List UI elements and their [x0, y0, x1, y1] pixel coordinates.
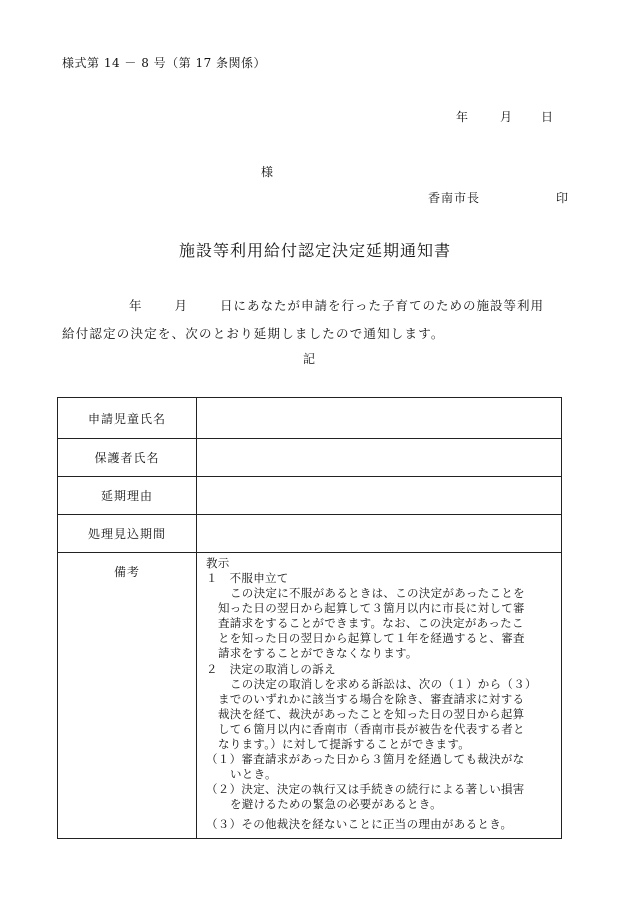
form-number: 様式第 14 － 8 号（第 17 条関係） [62, 56, 267, 70]
value-guardian-name[interactable] [197, 439, 562, 477]
notes-line: 査請求をすることができます。なお、この決定があったこ [218, 616, 524, 630]
table-row [58, 439, 562, 477]
remarks-content [197, 553, 562, 839]
notes-line: 裁決を経て、裁決があったことを知った日の翌日から起算 [218, 707, 525, 721]
notes-item-1: （１）審査請求があった日から３箇月を経過しても裁決がな [206, 752, 525, 766]
notes-line: この決定に不服があるときは、この決定があったことを [230, 586, 525, 600]
value-postpone-reason[interactable] [197, 477, 562, 515]
body-line-1 [62, 296, 544, 314]
details-table [57, 397, 562, 839]
notes-item-2: （２）決定、決定の執行又は手続きの続行による著しい損害 [206, 782, 525, 796]
label-remarks: 備考 [58, 553, 197, 839]
notes-heading: 教示 [206, 556, 230, 570]
value-processing-period[interactable] [197, 515, 562, 553]
seal-mark: 印 [556, 191, 569, 205]
table-row [58, 398, 562, 439]
notes-line: この決定の取消しを求める訴訟は、次の（１）から（３） [230, 677, 537, 691]
document-title: 施設等利用給付認定決定延期通知書 [178, 241, 451, 260]
body-month-label: 月 [174, 298, 189, 313]
body-year-label: 年 [129, 298, 143, 313]
body-line-1-text: 日にあなたが申請を行った子育てのための施設等利用 [220, 298, 545, 313]
notes-line: なります。）に対して提訴することができます。 [218, 737, 471, 751]
notes-line: とを知った日の翌日から起算して１年を経過すると、審査 [218, 631, 525, 645]
notes-line: いとき。 [230, 767, 277, 781]
body-line-2: 給付認定の決定を、次のとおり延期しましたので通知します。 [62, 326, 445, 341]
date-day-label: 日 [541, 110, 554, 124]
notes-line: を避けるための緊急の必要があるとき。 [230, 797, 442, 811]
table-row [58, 553, 562, 839]
notes-section-1-heading: １ 不服申立て [206, 571, 289, 585]
notes-line: 請求をすることができなくなります。 [218, 646, 418, 660]
date-month-label: 月 [500, 110, 513, 124]
notes-line: までのいずれかに該当する場合を除き、審査請求に対する [218, 692, 525, 706]
value-child-name[interactable] [197, 398, 562, 439]
label-postpone-reason: 延期理由 [58, 477, 197, 515]
label-guardian-name: 保護者氏名 [58, 439, 197, 477]
table-row [58, 515, 562, 553]
notes-item-3: （３）その他裁決を経ないことに正当の理由があるとき。 [206, 817, 513, 831]
issuer-name: 香南市長 [428, 191, 481, 205]
notes-line: して６箇月以内に香南市（香南市長が被告を代表する者と [218, 722, 525, 736]
recipient-suffix: 様 [261, 165, 274, 179]
ki-heading: 記 [303, 352, 316, 366]
label-child-name: 申請児童氏名 [58, 398, 197, 439]
table-row [58, 477, 562, 515]
date-year-label: 年 [456, 110, 469, 124]
notes-line: 知った日の翌日から起算して３箇月以内に市長に対して審 [218, 601, 525, 615]
notes-section-2-heading: ２ 決定の取消しの訴え [206, 662, 336, 676]
label-processing-period: 処理見込期間 [58, 515, 197, 553]
